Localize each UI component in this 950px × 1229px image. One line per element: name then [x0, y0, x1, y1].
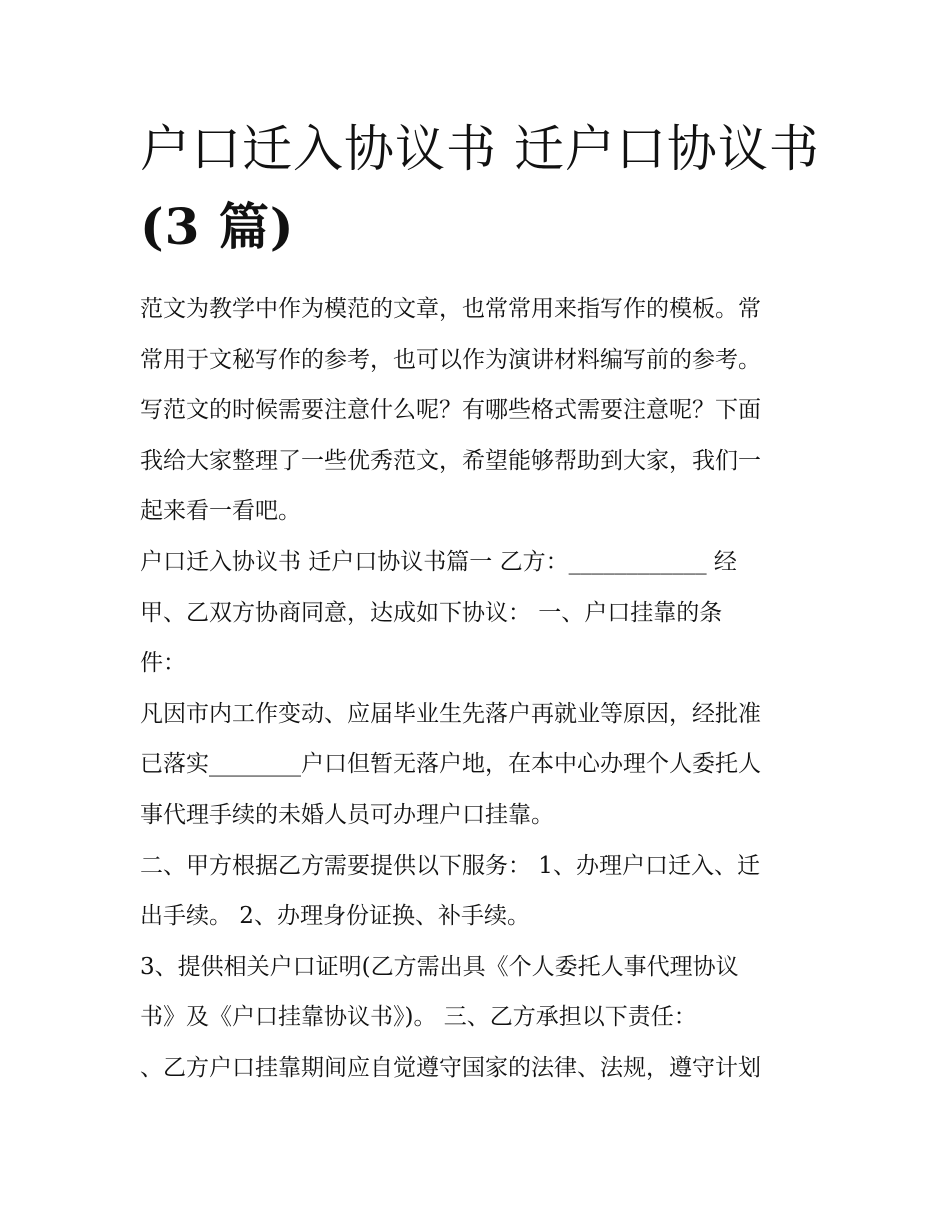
title-line-1: 户口迁入协议书 迁户口协议书 [140, 120, 820, 178]
text-line: 范文为教学中作为模范的文章，也常常用来指写作的模板。常 [140, 296, 761, 322]
section-3-paragraph [140, 841, 820, 942]
text-line: 出手续。 2、办理身份证换、补手续。 [140, 903, 530, 930]
text-line: 3、提供相关户口证明(乙方需出具《个人委托人事代理协议 [140, 953, 739, 980]
text-line: 已落实________户口但暂无落户地，在本中心办理个人委托人 [140, 751, 761, 778]
intro-paragraph [140, 284, 820, 537]
text-line: 我给大家整理了一些优秀范文，希望能够帮助到大家，我们一 [140, 447, 761, 474]
section-4-paragraph [140, 942, 820, 1043]
section-5-paragraph [140, 1043, 820, 1094]
text-line: 书》及《户口挂靠协议书》)。 三、乙方承担以下责任： [140, 1004, 697, 1031]
text-line: 起来看一看吧。 [140, 498, 301, 525]
text-line: 户口迁入协议书 迁户口协议书篇一 乙方：____________ 经 [140, 548, 737, 575]
text-line: 甲、乙双方协商同意，达成如下协议： 一、户口挂靠的条 [140, 599, 723, 626]
text-line: 事代理手续的未婚人员可办理户口挂靠。 [140, 801, 554, 828]
text-line: 二、甲方根据乙方需要提供以下服务： 1、办理户口迁入、迁 [140, 852, 760, 879]
section-1-paragraph [140, 537, 820, 689]
document-title [140, 110, 820, 266]
section-2-paragraph [140, 689, 820, 841]
text-line: 、乙方户口挂靠期间应自觉遵守国家的法律、法规，遵守计划 [140, 1054, 761, 1081]
text-line: 写范文的时候需要注意什么呢？有哪些格式需要注意呢？下面 [140, 397, 761, 424]
text-line: 件： [140, 650, 186, 677]
text-line: 凡因市内工作变动、应届毕业生先落户再就业等原因，经批准 [140, 700, 761, 727]
title-line-2: (3 篇) [140, 197, 295, 256]
document-page [140, 110, 820, 1094]
text-line: 常用于文秘写作的参考，也可以作为演讲材料编写前的参考。 [140, 346, 761, 373]
